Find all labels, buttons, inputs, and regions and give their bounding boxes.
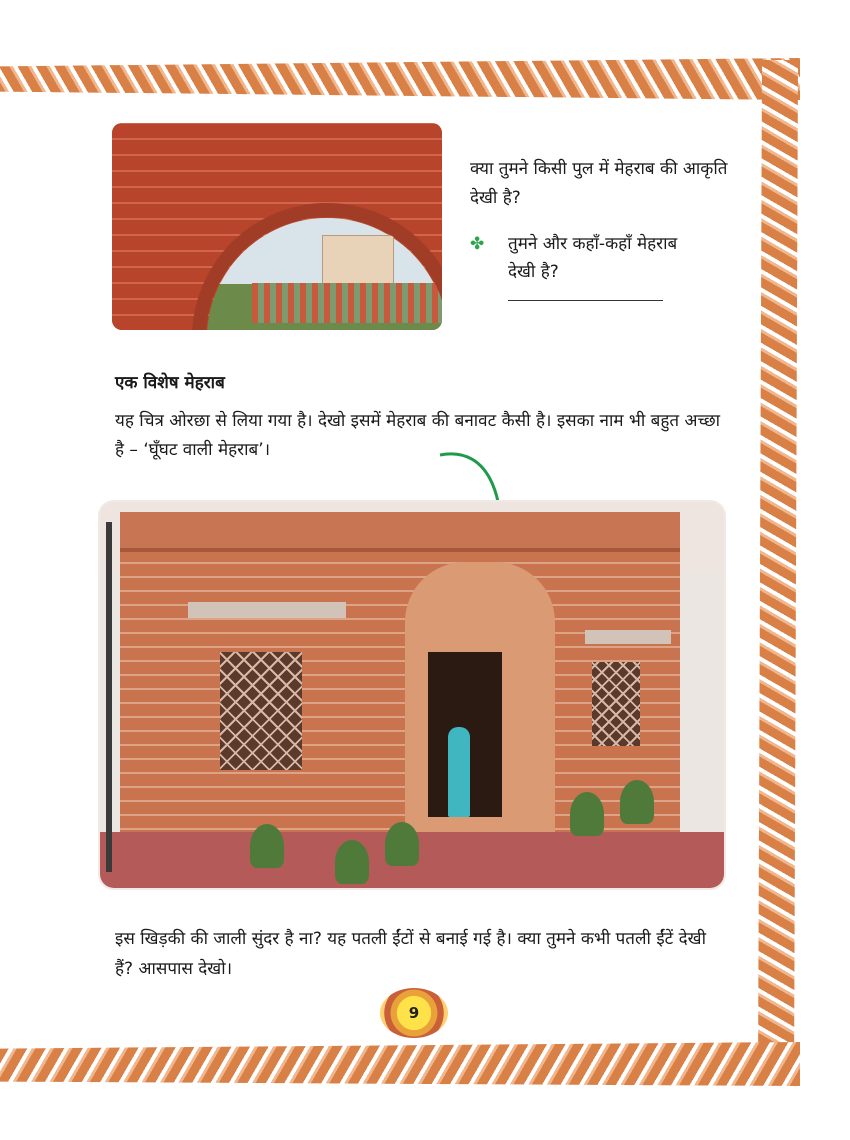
lattice-window-right [592,662,640,746]
answer-line [508,300,663,301]
bullet-text: तुमने और कहाँ-कहाँ मेहराब देखी है? [508,234,678,282]
potted-plant [570,792,604,836]
potted-plant [620,780,654,824]
child-figure [448,727,470,817]
section-heading: एक विशेष मेहराब [115,373,225,393]
question-arch-bridge: क्या तुमने किसी पुल में मेहराब की आकृति देखी है? [470,159,728,208]
page-number: 9 [408,1004,420,1022]
potted-plant [335,840,369,884]
pole [106,522,112,872]
bridge-arch-photo [112,123,442,330]
brick-border-top [0,58,800,100]
parapet [120,512,680,552]
paragraph-lattice-window: इस खिड़की की जाली सुंदर है ना? यह पतली ईंटों से बनाई गई है। क्या तुमने कभी पतली ईंटें देखी हैं? आसपास देखो। [115,929,706,979]
bullet-question [470,230,678,282]
ghunghat-arch-house-photo [98,500,726,890]
paragraph-orchha: यह चित्र ओरछा से लिया गया है। देखो इसमें मेहराब की बनावट कैसी है। इसका नाम भी बहुत अच्छा है – ‘घूँघट वाली मेहराब’। [115,411,721,460]
window-shade-right [585,630,671,644]
flower-bullet-icon: ✤ [470,234,485,254]
potted-plant [250,824,284,868]
brick-border-bottom [0,1042,800,1086]
page-number-badge [380,988,448,1038]
lattice-window-left [220,652,302,770]
potted-plant [385,822,419,866]
window-shade-left [188,602,346,618]
brick-border-right [758,60,798,1080]
